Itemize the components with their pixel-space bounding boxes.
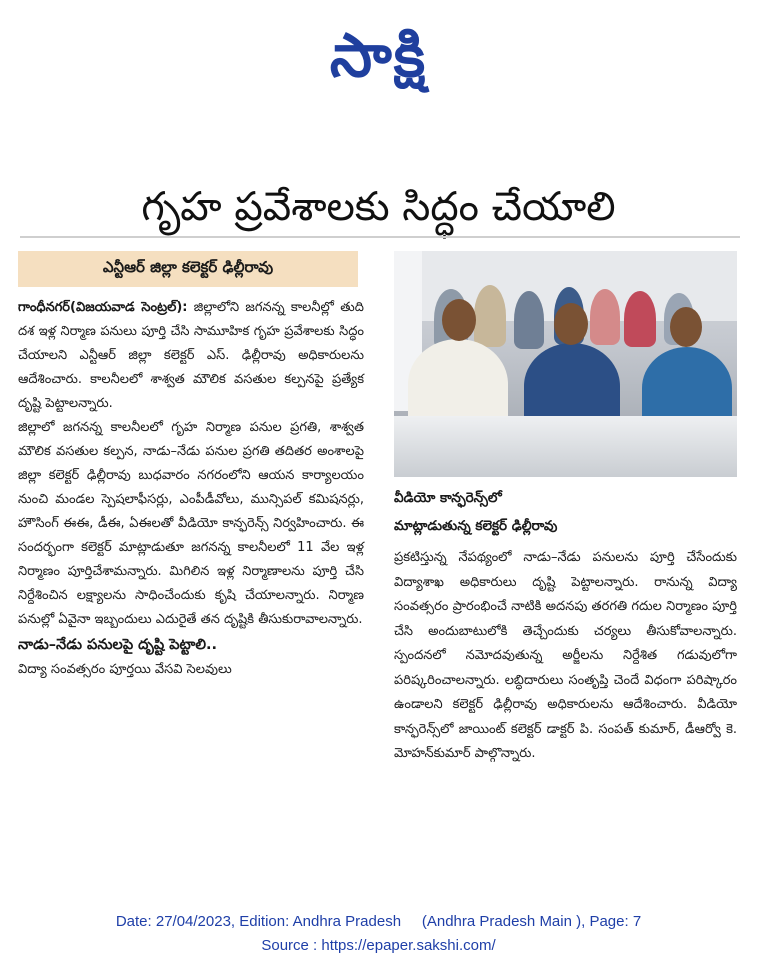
article-subheadline: ఎన్టీఆర్ జిల్లా కలెక్టర్ ఢిల్లీరావు xyxy=(18,251,358,287)
article-paragraph: జిల్లాలో జగనన్న కాలనీలలో గృహ నిర్మాణ పనుల ప్రగతి, శాశ్వత మౌలిక వసతుల కల్పన, నాడు–నేడు పనుల ప్రగతి తదితర అంశాలపై జిల్లా కలెక్టర్ ఢిల్లీరావు బుధవారం నగరంలోని ఆయన కార్యాలయం నుంచి మండల స్పెషలాఫీసర్లు, ఎంపీడీవోలు, మున్సిపల్ కమిషనర్లు, హౌసింగ్ ఈఈ, డీఈ, ఏఈలతో వీడియో కాన్ఫరెన్స్ నిర్వహించారు. ఈ సందర్భంగా కలెక్టర్ మాట్లాడుతూ జగనన్న కాలనీలలో 11 వేల ఇళ్ల నిర్మాణం పూర్తిచేశామన్నారు. మిగిలిన ఇళ్ల నిర్మాణాలను పూర్తి చేసి నిర్దేశించిన లక్ష్యాలను సాధించేందుకు కృషి చేయాలన్నారు. నిర్మాణ పనుల్లో ఏవైనా ఇబ్బందులు ఎదురైతే తన దృష్టికి తీసుకురావాలన్నారు. xyxy=(18,420,364,627)
article-right-column xyxy=(394,546,737,767)
page-footer xyxy=(0,910,757,958)
photo-attendee xyxy=(514,291,544,349)
dateline: గాంధీనగర్(విజయవాడ సెంట్రల్): xyxy=(18,300,188,315)
section-subtitle: నాడు–నేడు పనులపై దృష్టి పెట్టాలి.. xyxy=(18,637,218,653)
newspaper-logo: సాక్షి xyxy=(329,21,428,91)
headline-divider xyxy=(20,236,740,238)
source-link: Source : https://epaper.sakshi.com/ xyxy=(261,937,496,954)
article-paragraph xyxy=(18,296,364,416)
photo-attendee-head xyxy=(442,299,476,341)
article-paragraph: ప్రకటిస్తున్న నేపథ్యంలో నాడు–నేడు పనులను పూర్తి చేసేందుకు విద్యాశాఖ అధికారులు దృష్టి పెట్టాలన్నారు. రానున్న విద్యా సంవత్సరం ప్రారంభించే నాటికి అదనపు తరగతి గదుల నిర్మాణం పూర్తి చేసి అందుబాటులోకి తెచ్చేందుకు చర్యలు తీసుకోవాలన్నారు. స్పందనలో నమోదవుతున్న అర్జీలను నిర్దేశిత గడువులోగా పరిష్కరించాలన్నారు. లబ్ధిదారులు సంతృప్తి చెందే విధంగా పరిష్కారం ఉండాలని కలెక్టర్ ఢిల్లీరావు అధికారులను ఆదేశించారు. వీడియో కాన్ఫరెన్స్‌లో జాయింట్ కలెక్టర్ డాక్టర్ పి. సంపత్ కుమార్, డీఆర్వో కె. మోహన్‌కుమార్ పాల్గొన్నారు. xyxy=(394,550,737,761)
photo-caption xyxy=(394,484,737,540)
photo-attendee xyxy=(590,289,620,345)
photo-attendee-head xyxy=(670,307,702,347)
edition-info: Date: 27/04/2023, Edition: Andhra Pradesh (Andhra Pradesh Main ), Page: 7 xyxy=(115,913,642,930)
article-photo xyxy=(394,251,737,477)
photo-attendee xyxy=(624,291,656,347)
photo-attendee xyxy=(474,285,506,347)
photo-conference-table xyxy=(394,416,737,477)
photo-caption-line: వీడియో కాన్ఫరెన్స్‌లో xyxy=(394,490,502,506)
photo-caption-line: మాట్లాడుతున్న కలెక్టర్ ఢిల్లీరావు xyxy=(394,518,558,534)
article-headline: గృహ ప్రవేశాలకు సిద్ధం చేయాలి xyxy=(141,183,616,230)
article-left-column xyxy=(18,296,364,682)
article-paragraph: విద్యా సంవత్సరం పూర్తయి వేసవి సెలవులు xyxy=(18,662,232,677)
paragraph-text: జిల్లాలోని జగనన్న కాలనీల్లో తుది దశ ఇళ్ల నిర్మాణ పనులు పూర్తి చేసి సామూహిక గృహ ప్రవేశాలకు సిద్ధం చేయాలని ఎన్టీఆర్ జిల్లా కలెక్టర్ ఎస్. ఢిల్లీరావు అధికారులను ఆదేశించారు. కాలనీలలో శాశ్వత మౌలిక వసతుల కల్పనపై ప్రత్యేక దృష్టి పెట్టాలన్నారు. xyxy=(18,300,364,411)
photo-attendee-head xyxy=(554,303,588,345)
masthead xyxy=(0,6,757,106)
